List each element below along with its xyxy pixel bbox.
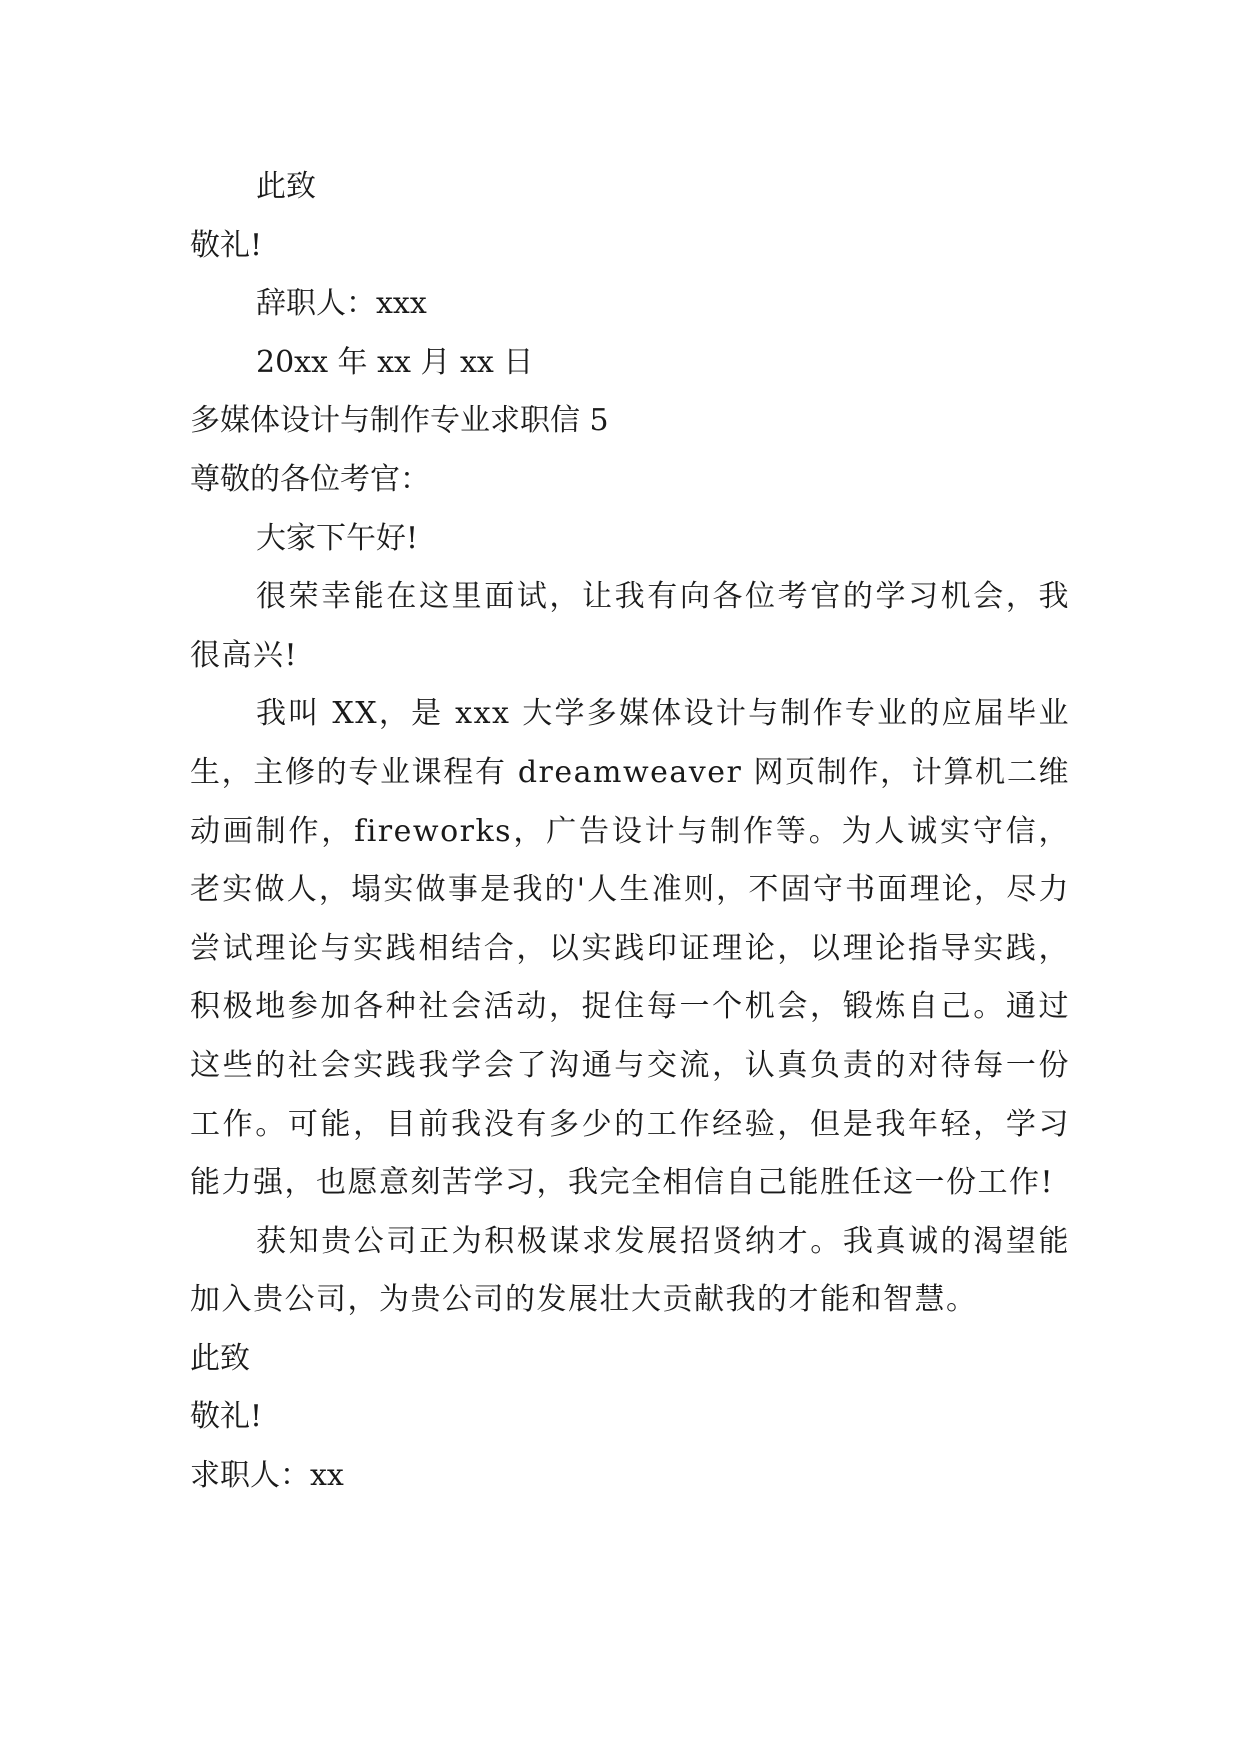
letter-salutation: 尊敬的各位考官： — [190, 461, 430, 497]
letter-paragraph-2: 我叫 XX，是 xxx 大学多媒体设计与制作专业的应届毕业生，主修的专业课程有 dreamweaver 网页制作，计算机二维动画制作，fireworks，广告设计与制作等。为人诚实守信，老实做人，塌实做事是我的'人生准则，不固守书面理论，尽力尝试理论与实践相结合，以实践印证理论，以理论指导实践，积极地参加各种社会活动，捉住每一个机会，锻炼自己。通过这些的社会实践我学会了沟通与交流，认真负责的对待每一份工作。可能，目前我没有多少的工作经验，但是我年轻，学习能力强，也愿意刻苦学习，我完全相信自己能胜任这一份工作! — [190, 696, 1070, 1201]
letter-paragraph-1: 很荣幸能在这里面试，让我有向各位考官的学习机会，我很高兴! — [190, 579, 1070, 673]
letter-title: 多媒体设计与制作专业求职信 5 — [190, 403, 609, 439]
letter-closing-line-1: 此致 — [190, 1340, 250, 1376]
letter-closing-line-2: 敬礼! — [190, 1399, 263, 1435]
letter-paragraph-3: 获知贵公司正为积极谋求发展招贤纳才。我真诚的渴望能加入贵公司，为贵公司的发展壮大贡献我的才能和智慧。 — [190, 1223, 1070, 1318]
previous-date: 20xx 年 xx 月 xx 日 — [256, 344, 534, 380]
document-body — [190, 158, 1070, 1506]
letter-signer: 求职人：xx — [190, 1458, 344, 1494]
previous-closing-line-1: 此致 — [256, 169, 316, 204]
previous-signer: 辞职人：xxx — [256, 286, 427, 322]
previous-closing-line-2: 敬礼! — [190, 227, 263, 263]
letter-greeting: 大家下午好! — [256, 520, 419, 556]
